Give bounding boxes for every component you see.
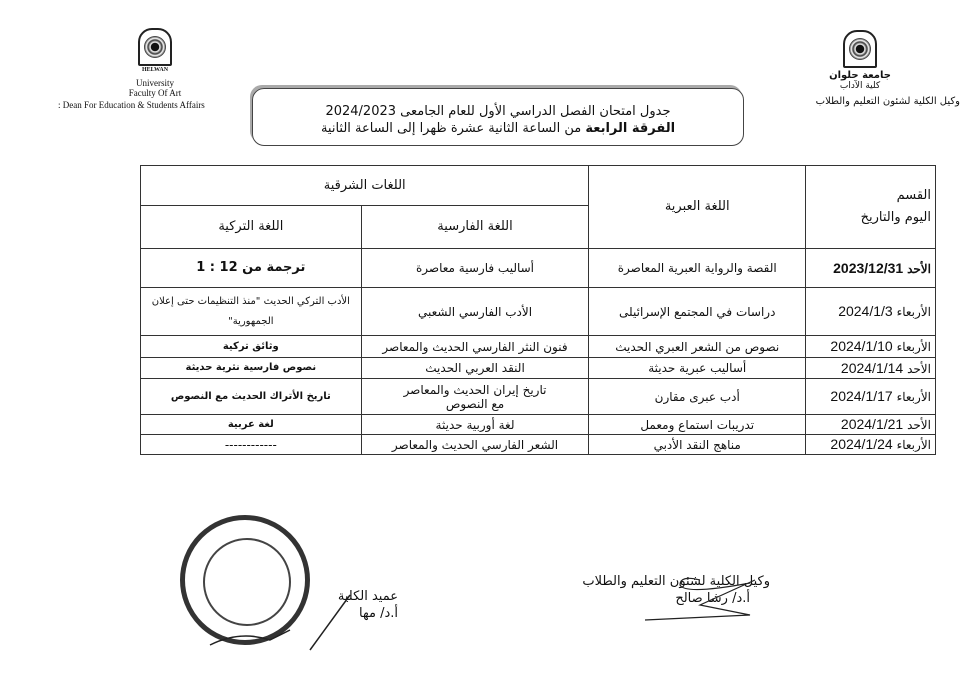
title-box — [252, 88, 744, 146]
right-header-logo — [840, 30, 880, 68]
header-row-1 — [141, 166, 936, 206]
vice-dean-title: وكيل الكلية لشئون التعليم والطلاب — [582, 574, 770, 589]
university-logo — [138, 28, 172, 66]
persian-cell: فنون النثر الفارسي الحديث والمعاصر — [361, 336, 589, 358]
day-date-cell — [806, 358, 936, 379]
persian-cell: النقد العربي الحديث — [361, 358, 589, 379]
day: الأربعاء — [896, 390, 931, 404]
day: الأحد — [907, 261, 931, 276]
dean-name: أ.د/ مها — [359, 606, 398, 621]
day: الأربعاء — [896, 340, 931, 354]
turkish-cell: لغة عربية — [141, 415, 362, 435]
table-row — [141, 358, 936, 379]
day-date-cell — [806, 336, 936, 358]
day-date-cell — [806, 288, 936, 336]
day: الأحد — [907, 361, 931, 376]
day: الأربعاء — [896, 438, 931, 452]
hebrew-cell: تدريبات استماع ومعمل — [589, 415, 806, 435]
persian-cell: أساليب فارسية معاصرة — [361, 249, 589, 288]
title-line-1: جدول امتحان الفصل الدراسي الأول للعام الجامعى 2024/2023 — [325, 104, 671, 119]
day-date-cell — [806, 415, 936, 435]
header-day-date-label: اليوم والتاريخ — [860, 210, 931, 225]
faculty-name-ar: كلية الآداب — [839, 81, 881, 91]
dean-signature — [318, 588, 398, 622]
turkish-cell: وثائق تركية — [141, 336, 362, 358]
date: 2024/1/24 — [830, 436, 893, 452]
office-name-en: : Dean For Education & Students Affairs — [58, 100, 205, 110]
dean-title: عميد الكلية — [337, 589, 398, 604]
time-range: من الساعة الثانية عشرة ظهرا إلى الساعة الثانية — [320, 121, 586, 136]
turkish-cell: الأدب التركي الحديث "منذ التنظيمات حتى إعلان الجمهورية" — [141, 288, 362, 336]
hebrew-cell: القصة والرواية العبرية المعاصرة — [589, 249, 806, 288]
header-turkish: اللغة التركية — [141, 206, 362, 249]
university-name-en: University — [136, 78, 174, 88]
hebrew-cell: نصوص من الشعر العبري الحديث — [589, 336, 806, 358]
vice-dean-name: أ.د/ رشا صالح — [675, 591, 750, 606]
hebrew-cell: دراسات في المجتمع الإسرائيلى — [589, 288, 806, 336]
table-row — [141, 415, 936, 435]
persian-cell: تاريخ إيران الحديث والمعاصر مع النصوص — [361, 379, 589, 415]
date: 2024/1/17 — [830, 388, 893, 404]
date: 2024/1/10 — [830, 338, 893, 354]
turkish-cell: ------------ — [141, 435, 362, 455]
day: الأربعاء — [896, 305, 931, 319]
table-row — [141, 336, 936, 358]
title-line-2 — [253, 120, 743, 137]
persian-cell: لغة أوربية حديثة — [361, 415, 589, 435]
header-section-label: القسم — [896, 188, 931, 203]
day-date-cell — [806, 249, 936, 288]
hebrew-cell: أساليب عبرية حديثة — [589, 358, 806, 379]
date: 2024/1/21 — [840, 416, 904, 432]
table-row — [141, 288, 936, 336]
day-date-cell — [806, 435, 936, 455]
persian-cell: الأدب الفارسي الشعبي — [361, 288, 589, 336]
exam-schedule-table — [140, 165, 936, 455]
university-logo-right — [843, 30, 877, 68]
turkish-cell: ترجمة من 12 : 1 — [141, 249, 362, 288]
faculty-name-en: Faculty Of Art — [128, 88, 182, 98]
left-header — [125, 28, 185, 74]
left-header-text — [100, 78, 210, 98]
hebrew-cell: أدب عبرى مقارن — [589, 379, 806, 415]
university-name-ar: جامعة حلوان — [829, 70, 891, 81]
date: 2023/12/31 — [833, 259, 904, 276]
persian-cell: الشعر الفارسي الحديث والمعاصر — [361, 435, 589, 455]
right-header-text — [780, 70, 940, 92]
turkish-cell: تاريخ الأتراك الحديث مع النصوص — [141, 379, 362, 415]
table-row — [141, 249, 936, 288]
date: 2024/1/14 — [840, 359, 904, 376]
grade-label: الفرقة الرابعة — [585, 121, 676, 136]
office-name-ar: وكيل الكلية لشئون التعليم والطلاب — [815, 96, 960, 107]
signature-scribble — [640, 575, 760, 625]
day: الأحد — [907, 418, 931, 432]
header-hebrew: اللغة العبرية — [589, 166, 806, 249]
table-row — [141, 379, 936, 415]
turkish-cell: نصوص فارسية نثرية حديثة — [141, 358, 362, 379]
header-oriental-languages: اللغات الشرقية — [141, 166, 589, 206]
table-row — [141, 435, 936, 455]
day-date-cell — [806, 379, 936, 415]
header-persian: اللغة الفارسية — [361, 206, 589, 249]
hebrew-cell: مناهج النقد الأدبي — [589, 435, 806, 455]
logo-text: HELWAN — [141, 67, 169, 73]
header-day-date — [806, 166, 936, 249]
date: 2024/1/3 — [838, 303, 893, 319]
